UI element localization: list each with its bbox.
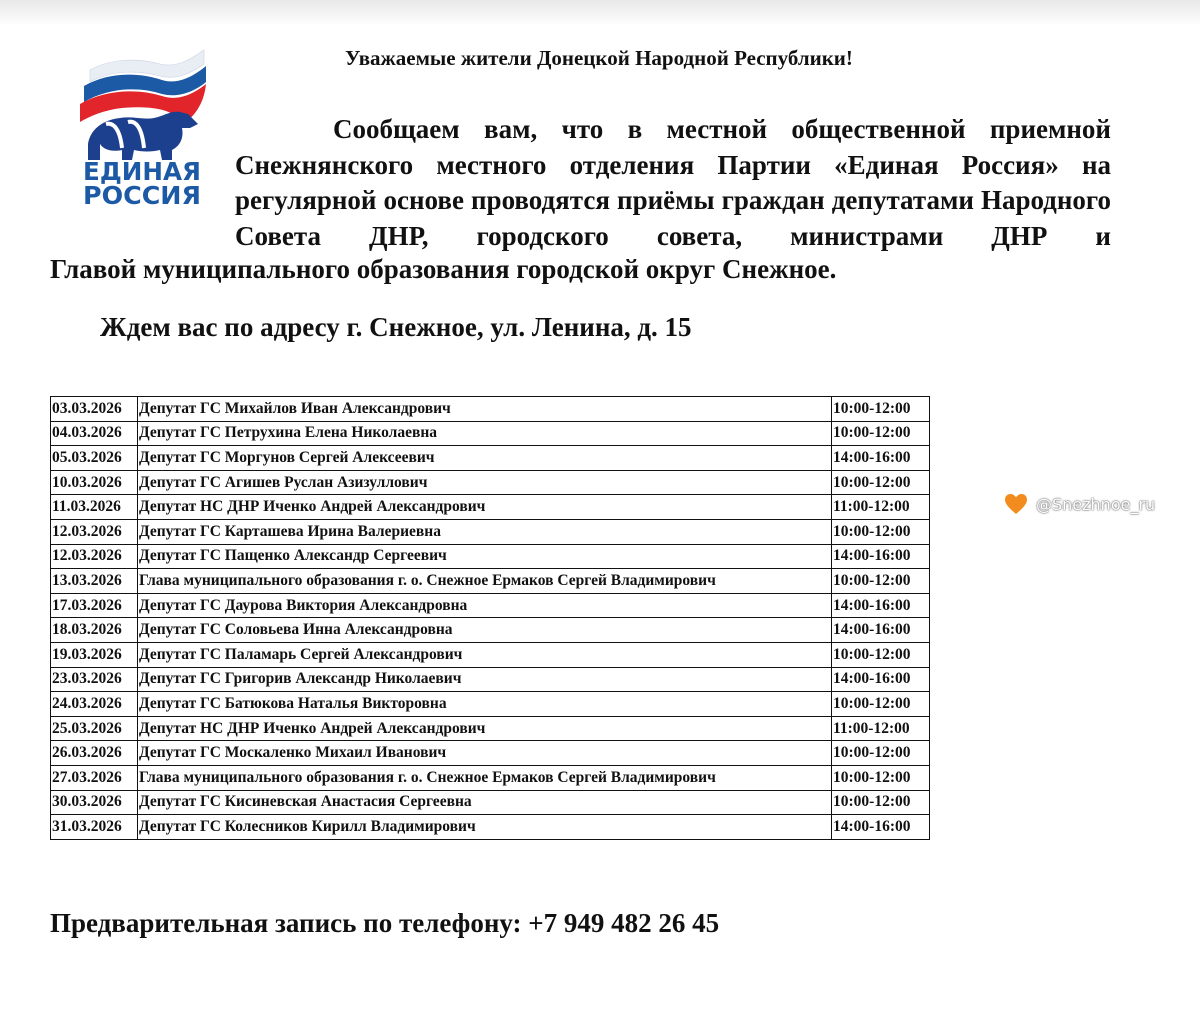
row-person: Депутат ГС Кисиневская Анастасия Сергеевна <box>138 790 832 815</box>
row-time: 10:00-12:00 <box>832 692 930 717</box>
schedule-body <box>51 397 930 840</box>
row-time: 14:00-16:00 <box>832 667 930 692</box>
row-date: 11.03.2026 <box>51 495 138 520</box>
row-person: Депутат ГС Агишев Руслан Азизуллович <box>138 470 832 495</box>
table-row <box>51 397 930 422</box>
row-date: 19.03.2026 <box>51 642 138 667</box>
row-date: 13.03.2026 <box>51 569 138 594</box>
row-date: 26.03.2026 <box>51 741 138 766</box>
row-person: Депутат ГС Соловьева Инна Александровна <box>138 618 832 643</box>
row-date: 17.03.2026 <box>51 593 138 618</box>
table-row <box>51 716 930 741</box>
intro-paragraph: Сообщаем вам, что в местной общественной приемной Снежнянского местного отделения Партии «Единая Россия» на регулярной основе проводятся приёмы граждан депутатами Народного Совета ДНР, городского совета, министрами ДНР и <box>235 114 1111 251</box>
row-time: 14:00-16:00 <box>832 618 930 643</box>
row-date: 12.03.2026 <box>51 544 138 569</box>
schedule-table <box>50 396 930 840</box>
channel-watermark <box>1004 493 1155 515</box>
row-date: 31.03.2026 <box>51 815 138 840</box>
row-time: 10:00-12:00 <box>832 765 930 790</box>
party-logo <box>72 48 212 208</box>
row-person: Депутат ГС Москаленко Михаил Иванович <box>138 741 832 766</box>
row-date: 12.03.2026 <box>51 519 138 544</box>
row-time: 10:00-12:00 <box>832 421 930 446</box>
row-time: 10:00-12:00 <box>832 642 930 667</box>
row-person: Глава муниципального образования г. о. Снежное Ермаков Сергей Владимирович <box>138 569 832 594</box>
row-person: Депутат НС ДНР Иченко Андрей Александрович <box>138 716 832 741</box>
logo-text-line1: ЕДИНАЯ <box>83 157 201 186</box>
row-person: Депутат ГС Моргунов Сергей Алексеевич <box>138 446 832 471</box>
row-time: 14:00-16:00 <box>832 593 930 618</box>
row-time: 10:00-12:00 <box>832 790 930 815</box>
table-row <box>51 790 930 815</box>
row-person: Депутат ГС Григорив Александр Николаевич <box>138 667 832 692</box>
table-row <box>51 569 930 594</box>
orange-heart-icon <box>1004 493 1028 515</box>
row-date: 03.03.2026 <box>51 397 138 422</box>
row-person: Глава муниципального образования г. о. Снежное Ермаков Сергей Владимирович <box>138 765 832 790</box>
row-date: 24.03.2026 <box>51 692 138 717</box>
row-person: Депутат ГС Пащенко Александр Сергеевич <box>138 544 832 569</box>
row-date: 25.03.2026 <box>51 716 138 741</box>
table-row <box>51 692 930 717</box>
table-row <box>51 519 930 544</box>
table-row <box>51 421 930 446</box>
row-person: Депутат ГС Карташева Ирина Валериевна <box>138 519 832 544</box>
row-time: 14:00-16:00 <box>832 446 930 471</box>
table-row <box>51 765 930 790</box>
table-row <box>51 642 930 667</box>
logo-text-line2: РОССИЯ <box>83 181 201 208</box>
row-person: Депутат НС ДНР Иченко Андрей Александрович <box>138 495 832 520</box>
table-row <box>51 446 930 471</box>
row-time: 14:00-16:00 <box>832 544 930 569</box>
row-date: 27.03.2026 <box>51 765 138 790</box>
intro-paragraph-last-line: Главой муниципального образования городской округ Снежное. <box>50 254 837 284</box>
row-person: Депутат ГС Михайлов Иван Александрович <box>138 397 832 422</box>
row-time: 14:00-16:00 <box>832 815 930 840</box>
row-person: Депутат ГС Петрухина Елена Николаевна <box>138 421 832 446</box>
page-headline: Уважаемые жители Донецкой Народной Республики! <box>345 46 853 70</box>
row-date: 18.03.2026 <box>51 618 138 643</box>
table-row <box>51 495 930 520</box>
row-date: 04.03.2026 <box>51 421 138 446</box>
row-date: 23.03.2026 <box>51 667 138 692</box>
row-person: Депутат ГС Колесников Кирилл Владимирович <box>138 815 832 840</box>
row-time: 11:00-12:00 <box>832 495 930 520</box>
row-time: 10:00-12:00 <box>832 741 930 766</box>
watermark-text: @Snezhnoe_ru <box>1036 494 1156 514</box>
row-time: 10:00-12:00 <box>832 470 930 495</box>
table-row <box>51 618 930 643</box>
table-row <box>51 593 930 618</box>
table-row <box>51 815 930 840</box>
row-time: 10:00-12:00 <box>832 519 930 544</box>
row-date: 10.03.2026 <box>51 470 138 495</box>
row-time: 10:00-12:00 <box>832 569 930 594</box>
address-line: Ждем вас по адресу г. Снежное, ул. Ленина, д. 15 <box>100 312 692 342</box>
table-row <box>51 544 930 569</box>
row-time: 10:00-12:00 <box>832 397 930 422</box>
row-person: Депутат ГС Батюкова Наталья Викторовна <box>138 692 832 717</box>
table-row <box>51 667 930 692</box>
row-time: 11:00-12:00 <box>832 716 930 741</box>
table-row <box>51 470 930 495</box>
top-shade <box>0 0 1200 26</box>
row-person: Депутат ГС Даурова Виктория Александровна <box>138 593 832 618</box>
row-date: 05.03.2026 <box>51 446 138 471</box>
phone-line: Предварительная запись по телефону: +7 949 482 26 45 <box>50 908 720 938</box>
row-date: 30.03.2026 <box>51 790 138 815</box>
row-person: Депутат ГС Паламарь Сергей Александрович <box>138 642 832 667</box>
table-row <box>51 741 930 766</box>
